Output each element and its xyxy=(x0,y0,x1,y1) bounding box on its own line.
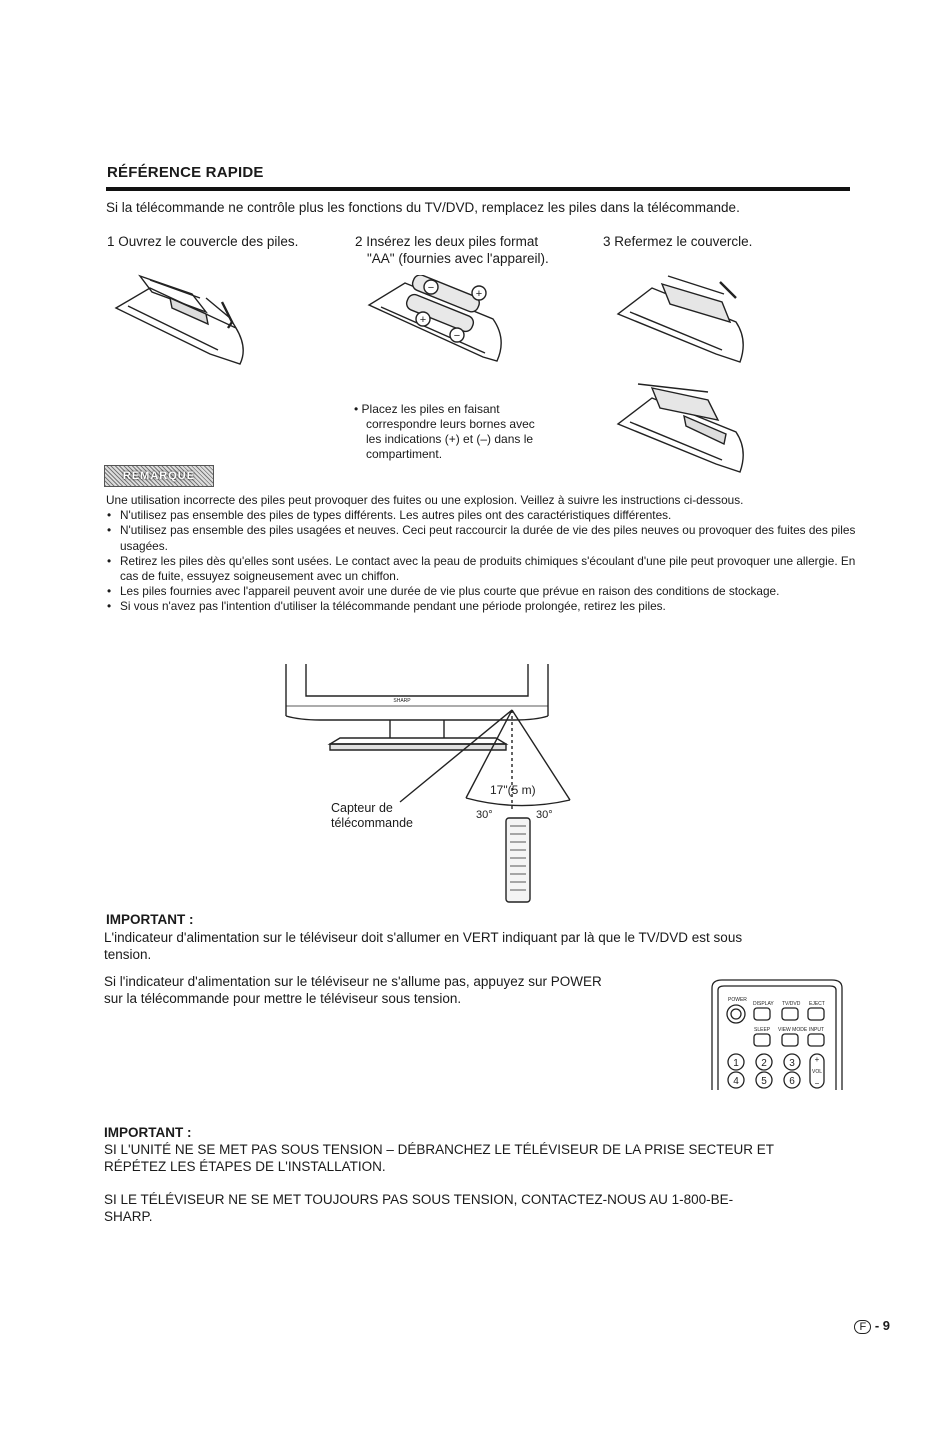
polarity-note: • Placez les piles en faisant correspondre leurs bornes avec les indications (+) et (–) dans le compartiment. xyxy=(354,402,535,461)
step-2 xyxy=(355,233,549,267)
inset-sleep-label: SLEEP xyxy=(754,1027,771,1033)
svg-text:−: − xyxy=(453,330,461,342)
important-2-line-1: SI L'UNITÉ NE SE MET PAS SOUS TENSION – DÉBRANCHEZ LE TÉLÉVISEUR DE LA PRISE SECTEUR ET xyxy=(104,1142,775,1157)
warning-item: • N'utilisez pas ensemble des piles usagées et neuves. Ceci peut raccourcir la durée de vie des piles neuves ou provoquer des fuites des piles usagées. xyxy=(106,523,866,553)
step-3 xyxy=(603,233,752,250)
warning-item: • N'utilisez pas ensemble des piles de types différents. Les autres piles ont des caractéristiques différentes. xyxy=(106,508,866,523)
remark-badge: REMARQUE xyxy=(104,465,214,487)
important-1-line-2: tension. xyxy=(104,947,152,962)
step-1-number: 1 xyxy=(107,234,115,249)
sensor-label-line-1: Capteur de xyxy=(331,801,393,815)
svg-text:−: − xyxy=(814,1079,820,1088)
sensor-label-line-2: télécommande xyxy=(331,816,413,830)
section-title: RÉFÉRENCE RAPIDE xyxy=(107,164,264,181)
important-2-line-2: RÉPÉTEZ LES ÉTAPES DE L'INSTALLATION. xyxy=(104,1159,386,1174)
inset-display-label: DISPLAY xyxy=(753,1001,774,1007)
angle-left-label: 30° xyxy=(476,809,493,821)
inset-input-label: INPUT xyxy=(809,1027,824,1033)
warning-item: • Les piles fournies avec l'appareil peuvent avoir une durée de vie plus courte que prévue en raison des conditions de stockage. xyxy=(106,584,866,599)
angle-right-label: 30° xyxy=(536,809,553,821)
svg-text:−: − xyxy=(427,282,435,294)
remote-sensor-diagram xyxy=(280,660,600,910)
intro-text: Si la télécommande ne contrôle plus les fonctions du TV/DVD, remplacez les piles dans la télécommande. xyxy=(106,200,740,215)
step-2-text: Insérez les deux piles format xyxy=(366,234,539,249)
warning-item: • Retirez les piles dès qu'elles sont usées. Le contact avec la peau de produits chimiques s'écoulant d'une pile peut provoquer une allergie. En cas de fuite, essuyez soigneusement avec un chiffon. xyxy=(106,554,866,584)
cover-slide-illustration xyxy=(612,378,752,478)
polarity-note-line-4: compartiment. xyxy=(366,447,443,461)
important-1-line-1: L'indicateur d'alimentation sur le téléviseur doit s'allumer en VERT indiquant par là que le TV/DVD est sous xyxy=(104,930,743,945)
remote-power-inset xyxy=(708,978,846,1090)
inset-digit-5: 5 xyxy=(761,1076,767,1087)
sensor-label xyxy=(331,801,413,831)
important-1-line-3: Si l'indicateur d'alimentation sur le téléviseur ne s'allume pas, appuyez sur POWER xyxy=(104,974,602,989)
important-heading-1: IMPORTANT : xyxy=(106,912,194,927)
polarity-note-line-2: correspondre leurs bornes avec xyxy=(366,417,535,431)
battery-warning xyxy=(106,493,866,615)
inset-viewmode-label: VIEW MODE xyxy=(778,1027,808,1033)
warning-intro: Une utilisation incorrecte des piles peut provoquer des fuites ou une explosion. Veillez à suivre les instructions ci-dessous. xyxy=(106,493,744,507)
inset-vol-label: VOL xyxy=(812,1069,823,1075)
inset-digit-4: 4 xyxy=(733,1076,739,1087)
open-cover-illustration xyxy=(110,268,250,368)
important-1-line-4: sur la télécommande pour mettre le téléviseur sous tension. xyxy=(104,991,462,1006)
important-text-2 xyxy=(104,1141,864,1225)
step-3-number: 3 xyxy=(603,234,611,249)
title-rule xyxy=(106,187,850,191)
inset-digit-3: 3 xyxy=(789,1058,795,1069)
inset-tvdvd-label: TV/DVD xyxy=(782,1001,801,1007)
lang-mark: F xyxy=(854,1320,871,1334)
step-1-text: Ouvrez le couvercle des piles. xyxy=(118,234,299,249)
step-1 xyxy=(107,233,298,250)
inset-digit-1: 1 xyxy=(733,1058,739,1069)
inset-digit-6: 6 xyxy=(789,1076,795,1087)
important-2-line-4: SHARP. xyxy=(104,1209,153,1224)
step-2-text-2: "AA" (fournies avec l'appareil). xyxy=(367,251,549,266)
close-cover-illustration xyxy=(612,268,752,368)
svg-text:+: + xyxy=(814,1055,820,1064)
tv-brand: SHARP xyxy=(393,698,411,704)
step-2-number: 2 xyxy=(355,234,363,249)
inset-digit-2: 2 xyxy=(761,1058,767,1069)
warning-item: • Si vous n'avez pas l'intention d'utiliser la télécommande pendant une période prolongée, retirez les piles. xyxy=(106,599,866,614)
svg-text:+: + xyxy=(419,314,427,326)
warning-list xyxy=(106,508,866,614)
page-number-value: - 9 xyxy=(874,1318,890,1333)
important-2-line-3: SI LE TÉLÉVISEUR NE SE MET TOUJOURS PAS SOUS TENSION, CONTACTEZ-NOUS AU 1-800-BE- xyxy=(104,1192,734,1207)
important-heading-2: IMPORTANT : xyxy=(104,1125,192,1140)
page-number xyxy=(854,1318,890,1334)
polarity-note-line-1: Placez les piles en faisant xyxy=(361,402,500,416)
inset-power-label: POWER xyxy=(728,997,747,1003)
distance-label: 17"(5 m) xyxy=(490,783,536,797)
inset-eject-label: EJECT xyxy=(809,1001,825,1007)
insert-batteries-illustration xyxy=(365,275,515,370)
svg-text:+: + xyxy=(475,288,483,300)
step-3-text: Refermez le couvercle. xyxy=(614,234,753,249)
polarity-note-line-3: les indications (+) et (–) dans le xyxy=(366,432,534,446)
